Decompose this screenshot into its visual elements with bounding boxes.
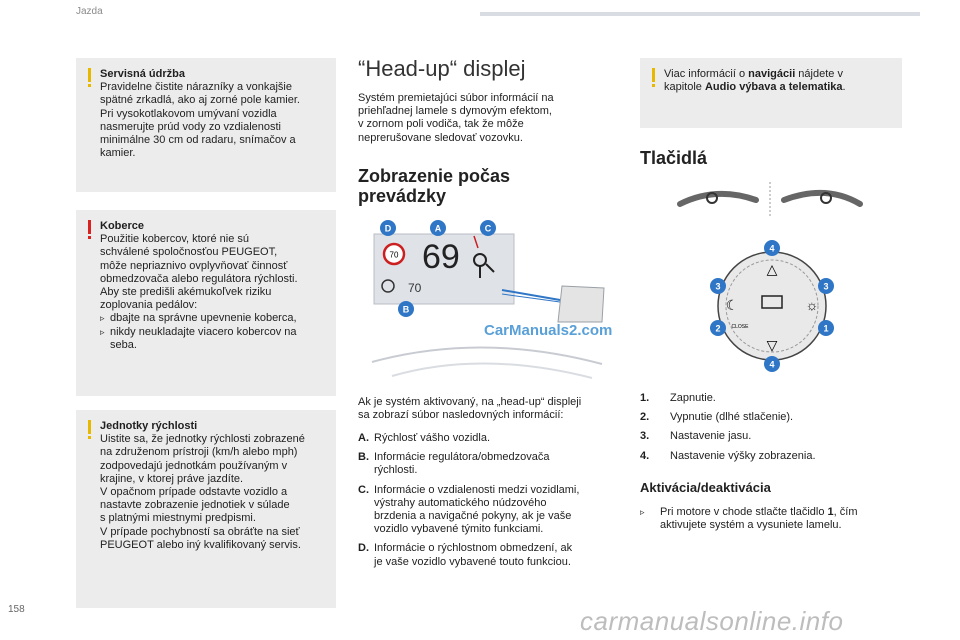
text-line: zodpovedajú jednotkám používaným v	[100, 459, 288, 472]
list-item: C. Informácie o vzdialenosti medzi vozidlami, výstrahy automatického núdzového brzdenia a navigačné pokyny, ak je vaše vozidlo vybavené týmito funkciami.	[358, 483, 580, 536]
text-line: spätné zrkadlá, ako aj zorné pole kamier.	[100, 94, 300, 107]
vehicle-speed: 69	[422, 238, 460, 276]
text-line: Pri vysokotlakovom umývaní vozidla	[100, 107, 277, 120]
callout-3-left	[710, 278, 726, 294]
text-line: kamier.	[100, 147, 136, 160]
info-list	[358, 432, 620, 569]
callout-1	[818, 320, 834, 336]
activation-bullet: ▹ Pri motore v chode stlačte tlačidlo 1, čím aktivujete systém a vysuniete lamelu.	[640, 506, 858, 532]
height-up-icon[interactable]: △	[766, 261, 778, 277]
close-label: CLOSE	[731, 324, 749, 330]
steering-wheel-illustration	[676, 182, 864, 218]
text-line: môže nepriaznivo ovplyvňovať činnosť	[100, 259, 288, 272]
service-info-box	[76, 58, 336, 192]
text-line: Uistite sa, že jednotky rýchlosti zobrazené	[100, 433, 305, 446]
svg-text:B: B	[402, 304, 410, 315]
intro-paragraph: Systém premietajúci súbor informácií na priehľadnej lamele s dymovým efektom, v zornom poli vodiča, tak že môže neprerušovane sledovať vozovku.	[358, 92, 554, 144]
info-icon	[88, 420, 91, 434]
service-text	[100, 68, 326, 160]
info-icon	[88, 68, 91, 82]
section-heading: Zobrazenie počas prevádzky	[358, 166, 511, 206]
callout-d	[380, 220, 396, 236]
callout-b	[398, 301, 414, 317]
svg-text:A: A	[434, 223, 442, 234]
activation-heading: Aktivácia/deaktivácia	[640, 480, 771, 495]
hud-control-panel[interactable]	[708, 240, 838, 372]
bullet-item: ▹ nikdy neukladajte viacero kobercov na seba.	[100, 325, 297, 351]
list-item: 3. Nastavenie jasu.	[640, 430, 752, 443]
list-item: 2. Vypnutie (dlhé stlačenie).	[640, 411, 794, 424]
list-item: 1. Zapnutie.	[640, 392, 716, 404]
carpets-title: Koberce	[100, 220, 145, 232]
text-line: V prípade pochybností sa obráťte na sieť	[100, 525, 300, 538]
svg-text:4: 4	[769, 359, 775, 370]
text-line: nasmerujte prúd vody zo vzdialenosti	[100, 120, 281, 133]
carmanuals-watermark: CarManuals2.com	[484, 322, 613, 339]
text-line: V opačnom prípade odstavte vozidlo a	[100, 486, 288, 499]
svg-text:3: 3	[823, 281, 829, 292]
text-line: Aby ste predišli akémukoľvek riziku	[100, 286, 272, 299]
page-title: “Head-up“ displej	[358, 56, 526, 81]
callout-2	[710, 320, 726, 336]
speed-units-info-box	[76, 410, 336, 608]
callout-4-top	[764, 240, 780, 256]
arrow-bullet-icon: ▹	[100, 313, 105, 324]
svg-text:4: 4	[769, 243, 775, 254]
text-line: Pravidelne čistite nárazníky a vonkajšie	[100, 81, 292, 94]
callout-a	[430, 220, 446, 236]
text-line: zoplovania pedálov:	[100, 299, 198, 312]
navigation-info-box	[640, 58, 902, 128]
warning-icon	[88, 220, 91, 234]
list-item: B. Informácie regulátora/obmedzovača rýchlosti.	[358, 451, 550, 477]
text-line: nastavte zobrazenie jednotiek v súlade	[100, 499, 290, 512]
service-title: Servisná údržba	[100, 68, 185, 80]
page-number: 158	[8, 604, 25, 615]
after-paragraph: Ak je systém aktivovaný, na „head-up“ displeji sa zobrazí súbor nasledovných informácií:	[358, 396, 582, 422]
svg-text:3: 3	[715, 281, 721, 292]
callout-3-right	[818, 278, 834, 294]
text-line: krajine, v ktorej práve jazdíte.	[100, 472, 244, 485]
svg-text:D: D	[384, 223, 392, 234]
navigation-info-text: Viac informácií o navigácii nájdete v kapitole Audio výbava a telematika.	[664, 68, 846, 94]
text-line: na združenom prístroji (km/h alebo mph)	[100, 446, 298, 459]
head-up-display-illustration	[352, 214, 620, 384]
text-line: s platnými miestnymi predpismi.	[100, 512, 256, 525]
svg-text:2: 2	[715, 323, 721, 334]
units-text	[100, 420, 326, 552]
height-down-icon[interactable]: ▽	[766, 337, 778, 353]
carpets-text	[100, 220, 326, 352]
site-watermark: carmanualsonline.info	[580, 606, 844, 636]
text-line: Použitie kobercov, ktoré nie sú	[100, 233, 249, 246]
text-line: obmedzovača alebo regulátora rýchlosti.	[100, 272, 298, 285]
arrow-bullet-icon: ▹	[640, 507, 645, 517]
info-icon	[652, 68, 655, 82]
brightness-down-icon[interactable]: ☾	[725, 297, 739, 313]
brightness-up-icon[interactable]: ☼	[805, 297, 819, 313]
svg-text:C: C	[484, 223, 492, 234]
list-item: A. Rýchlosť vášho vozidla.	[358, 432, 491, 444]
text-line: minimálne 30 cm od radaru, snímačov a	[100, 134, 296, 147]
carpets-warning-box	[76, 210, 336, 396]
cruise-speed-value: 70	[408, 281, 422, 295]
section-label: Jazda	[76, 6, 103, 17]
text-line: schválené spoločnosťou PEUGEOT,	[100, 246, 278, 259]
list-item: 4. Nastavenie výšky zobrazenia.	[640, 449, 816, 462]
units-title: Jednotky rýchlosti	[100, 420, 198, 432]
svg-text:1: 1	[823, 323, 829, 334]
buttons-heading: Tlačidlá	[640, 148, 708, 168]
buttons-list	[640, 392, 902, 463]
arrow-bullet-icon: ▹	[100, 326, 105, 337]
header-bar	[480, 12, 920, 16]
list-item: D. Informácie o rýchlostnom obmedzení, ak je vaše vozidlo vybavené touto funkciou.	[358, 542, 573, 568]
text-line: PEUGEOT alebo iný kvalifikovaný servis.	[100, 538, 301, 551]
speed-limit-value: 70	[389, 250, 399, 260]
callout-c	[480, 220, 496, 236]
bullet-item: ▹ dbajte na správne upevnenie koberca,	[100, 312, 297, 325]
callout-4-bottom	[764, 356, 780, 372]
